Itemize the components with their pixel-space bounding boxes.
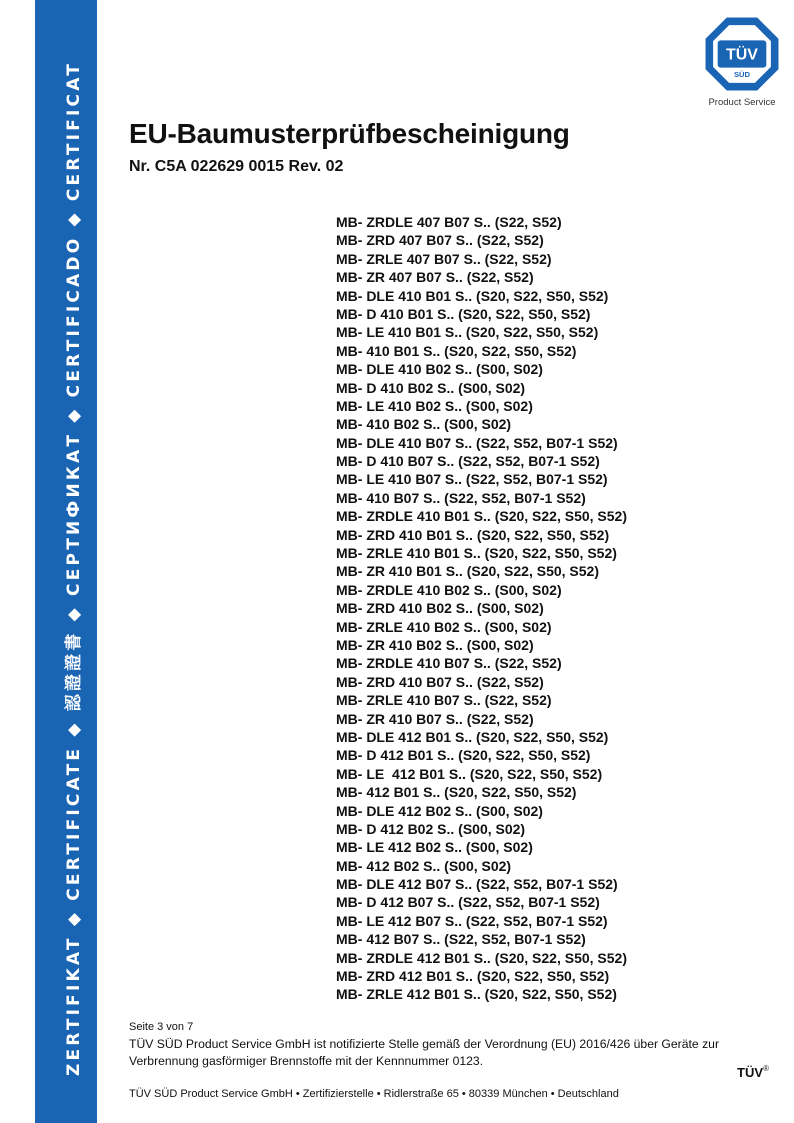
model-item: MB- 410 B07 S.. (S22, S52, B07-1 S52) <box>336 489 586 506</box>
model-item: MB- 412 B02 S.. (S00, S02) <box>336 857 512 874</box>
model-item: MB- D 412 B07 S.. (S22, S52, B07-1 S52) <box>336 894 600 911</box>
certificate-side-text: ZERTIFIKAT ◆ CERTIFICATE ◆ 認證證書 ◆ СЕРТИФИКАТ ◆ CERTIFICADO ◆ CERTIFICAT <box>64 60 84 1076</box>
model-item: MB- ZRD 407 B07 S.. (S22, S52) <box>336 232 544 249</box>
model-item: MB- DLE 412 B02 S.. (S00, S02) <box>336 802 543 819</box>
tuv-mark <box>737 1064 769 1080</box>
model-item: MB- ZR 410 B02 S.. (S00, S02) <box>336 636 534 653</box>
model-item: MB- ZRD 410 B02 S.. (S00, S02) <box>336 600 544 617</box>
notified-body-notice: TÜV SÜD Product Service GmbH ist notifizierte Stelle gemäß der Verordnung (EU) 2016/426 über Geräte zur Verbrennung gasförmiger Brennstoffe mit der Kennnummer 0123. <box>129 1037 719 1068</box>
registered-mark: ® <box>763 1064 769 1073</box>
model-item: MB- ZRDLE 410 B01 S.. (S20, S22, S50, S52) <box>336 508 628 525</box>
model-item: MB- ZR 410 B07 S.. (S22, S52) <box>336 710 534 727</box>
model-item: MB- ZRLE 410 B01 S.. (S20, S22, S50, S52) <box>336 545 617 562</box>
model-item: MB- D 410 B02 S.. (S00, S02) <box>336 379 526 396</box>
model-item: MB- DLE 412 B07 S.. (S22, S52, B07-1 S52) <box>336 876 618 893</box>
logo-tuv-text: TÜV <box>726 46 758 64</box>
logo-sud-text: SÜD <box>733 69 751 79</box>
logo-caption: Product Service <box>708 97 776 108</box>
model-list <box>336 213 627 1004</box>
model-item: MB- DLE 410 B07 S.. (S22, S52, B07-1 S52) <box>336 434 618 451</box>
model-item: MB- ZR 407 B07 S.. (S22, S52) <box>336 269 534 286</box>
model-item: MB- LE 412 B07 S.. (S22, S52, B07-1 S52) <box>336 912 608 929</box>
page-number: Seite 3 von 7 <box>129 1021 194 1033</box>
model-item: MB- 412 B07 S.. (S22, S52, B07-1 S52) <box>336 931 586 948</box>
model-item: MB- D 410 B07 S.. (S22, S52, B07-1 S52) <box>336 453 600 470</box>
model-item: MB- LE 412 B01 S.. (S20, S22, S50, S52) <box>336 765 603 782</box>
model-item: MB- ZRLE 410 B07 S.. (S22, S52) <box>336 692 552 709</box>
model-item: MB- LE 410 B02 S.. (S00, S02) <box>336 397 533 414</box>
model-item: MB- ZRDLE 412 B01 S.. (S20, S22, S50, S52) <box>336 949 628 966</box>
model-item: MB- LE 412 B02 S.. (S00, S02) <box>336 839 533 856</box>
model-item: MB- DLE 410 B02 S.. (S00, S02) <box>336 361 543 378</box>
model-item: MB- ZRLE 407 B07 S.. (S22, S52) <box>336 250 552 267</box>
tuv-octagon-icon <box>704 16 780 92</box>
model-item: MB- DLE 410 B01 S.. (S20, S22, S50, S52) <box>336 287 609 304</box>
model-item: MB- DLE 412 B01 S.. (S20, S22, S50, S52) <box>336 728 609 745</box>
model-item: MB- ZR 410 B01 S.. (S20, S22, S50, S52) <box>336 563 600 580</box>
model-item: MB- ZRDLE 410 B02 S.. (S00, S02) <box>336 581 562 598</box>
tuv-mark-text: TÜV <box>737 1065 763 1080</box>
model-item: MB- D 412 B01 S.. (S20, S22, S50, S52) <box>336 747 591 764</box>
model-item: MB- LE 410 B01 S.. (S20, S22, S50, S52) <box>336 324 599 341</box>
model-item: MB- D 410 B01 S.. (S20, S22, S50, S52) <box>336 305 591 322</box>
page-title: EU-Baumusterprüfbescheinigung <box>129 118 570 149</box>
certificate-number: Nr. C5A 022629 0015 Rev. 02 <box>129 158 344 175</box>
model-item: MB- ZRLE 412 B01 S.. (S20, S22, S50, S52) <box>336 986 617 1003</box>
model-item: MB- 412 B01 S.. (S20, S22, S50, S52) <box>336 784 577 801</box>
model-item: MB- 410 B01 S.. (S20, S22, S50, S52) <box>336 342 577 359</box>
footer-address: TÜV SÜD Product Service GmbH • Zertifizierstelle • Ridlerstraße 65 • 80339 München • Deutschland <box>129 1088 619 1100</box>
model-item: MB- ZRLE 410 B02 S.. (S00, S02) <box>336 618 552 635</box>
model-item: MB- D 412 B02 S.. (S00, S02) <box>336 820 526 837</box>
tuv-sud-logo <box>704 16 780 92</box>
model-item: MB- ZRD 410 B07 S.. (S22, S52) <box>336 673 544 690</box>
model-item: MB- ZRDLE 407 B07 S.. (S22, S52) <box>336 214 562 230</box>
model-item: MB- ZRD 412 B01 S.. (S20, S22, S50, S52) <box>336 968 610 985</box>
model-item: MB- ZRD 410 B01 S.. (S20, S22, S50, S52) <box>336 526 610 543</box>
model-item: MB- LE 410 B07 S.. (S22, S52, B07-1 S52) <box>336 471 608 488</box>
model-item: MB- 410 B02 S.. (S00, S02) <box>336 416 512 433</box>
model-item: MB- ZRDLE 410 B07 S.. (S22, S52) <box>336 655 562 672</box>
